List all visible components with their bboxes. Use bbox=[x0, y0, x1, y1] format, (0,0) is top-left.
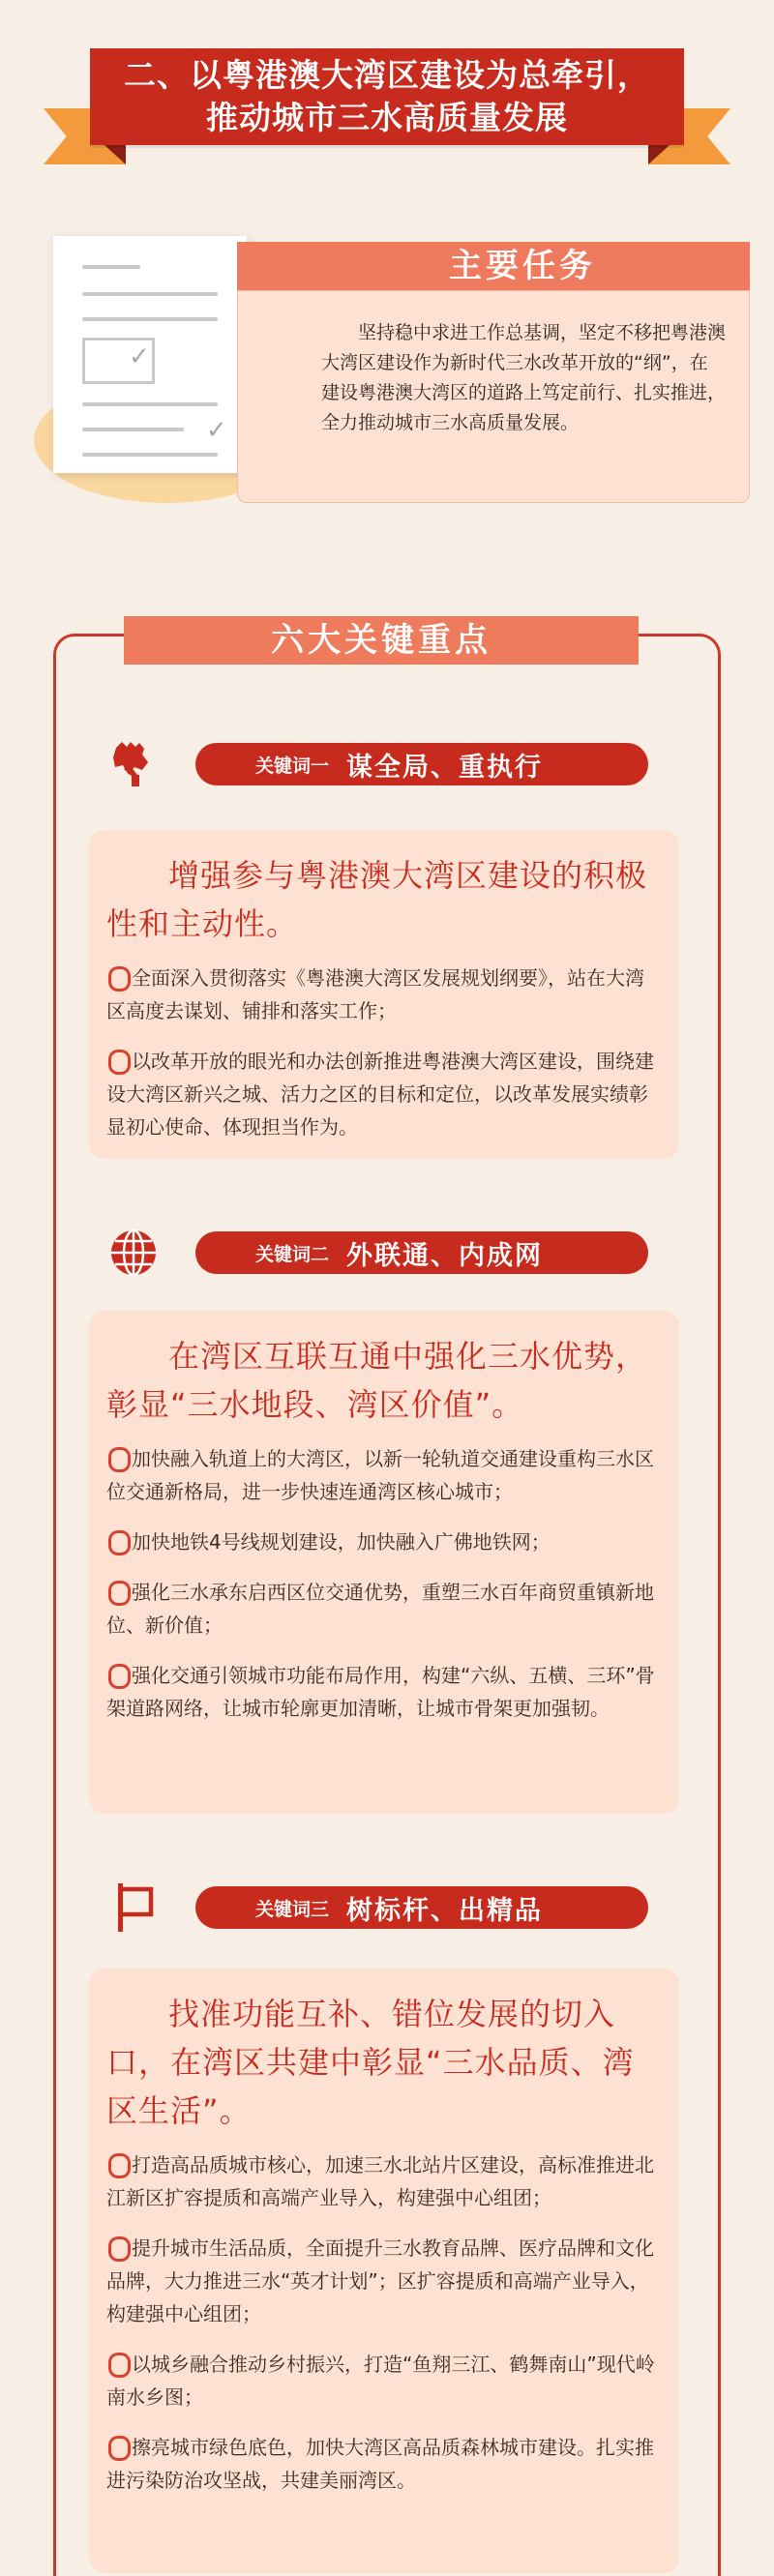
check-icon: ✓ bbox=[129, 342, 150, 371]
bullet-icon bbox=[106, 2352, 132, 2373]
keyword-pill-3 bbox=[195, 1886, 648, 1929]
page-title-line-1: 二、以粤港澳大湾区建设为总牵引， bbox=[124, 56, 650, 94]
keyword-lead: 找准功能互补、错位发展的切入口，在湾区共建中彰显“三水品质、湾区生活”。 bbox=[106, 1996, 635, 2129]
keyword-pill-1 bbox=[195, 743, 648, 785]
keyword-lead: 增强参与粤港澳大湾区建设的积极性和主动性。 bbox=[106, 857, 648, 942]
title-banner bbox=[0, 48, 774, 184]
keyword-tag: 关键词三 bbox=[255, 1898, 330, 1920]
keyword-text: 外联通、内成网 bbox=[346, 1240, 544, 1271]
main-task-body: 坚持稳中求进工作总基调，坚定不移把粤港澳大湾区建设作为新时代三水改革开放的“纲”，在建设粤港澳大湾区的道路上笃定前行、扎实推进，全力推动城市三水高质量发展。 bbox=[237, 290, 750, 503]
globe-icon bbox=[106, 1229, 161, 1277]
keyword-text: 树标杆、出精品 bbox=[346, 1895, 544, 1926]
six-points-title: 六大关键重点 bbox=[124, 616, 639, 665]
bullet-icon bbox=[106, 965, 132, 987]
keyword-row-2 bbox=[106, 1229, 648, 1277]
keyword-tag: 关键词一 bbox=[255, 755, 330, 777]
bullet-icon bbox=[106, 1529, 132, 1551]
bullet-icon bbox=[106, 2152, 132, 2174]
keyword-card-2 bbox=[89, 1311, 679, 1814]
checklist-document-icon bbox=[53, 236, 247, 473]
check-icon: ✓ bbox=[206, 416, 227, 445]
keyword-row-3 bbox=[106, 1883, 648, 1932]
list-item: 以改革开放的眼光和办法创新推进粤港澳大湾区建设，围绕建设大湾区新兴之城、活力之区的目标和定位，以改革发展实绩彰显初心使命、体现担当作为。 bbox=[106, 1050, 654, 1139]
list-item: 强化交通引领城市功能布局作用，构建“六纵、五横、三环”骨架道路网络，让城市轮廓更加清晰，让城市骨架更加强韧。 bbox=[106, 1664, 655, 1720]
list-item: 提升城市生活品质，全面提升三水教育品牌、医疗品牌和文化品牌，大力推进三水“英才计划”；区扩容提质和高端产业导入，构建强中心组团； bbox=[106, 2236, 654, 2325]
bullet-icon bbox=[106, 1663, 132, 1684]
bullet-icon bbox=[106, 1446, 132, 1467]
list-item: 加快融入轨道上的大湾区，以新一轮轨道交通建设重构三水区位交通新格局，进一步快速连通湾区核心城市； bbox=[106, 1447, 654, 1503]
list-item: 强化三水承东启西区位交通优势，重塑三水百年商贸重镇新地位、新价值； bbox=[106, 1581, 654, 1637]
bullet-icon bbox=[106, 1580, 132, 1601]
main-task-section bbox=[0, 222, 774, 532]
raised-fist-icon bbox=[106, 740, 161, 788]
page-title bbox=[90, 48, 684, 145]
keyword-card-3 bbox=[89, 1969, 679, 2573]
list-item: 全面深入贯彻落实《粤港澳大湾区发展规划纲要》，站在大湾区高度去谋划、铺排和落实工作； bbox=[106, 966, 644, 1022]
keyword-text: 谋全局、重执行 bbox=[346, 752, 544, 783]
keyword-tag: 关键词二 bbox=[255, 1243, 330, 1265]
keyword-card-1 bbox=[89, 830, 679, 1159]
list-item: 打造高品质城市核心，加速三水北站片区建设，高标准推进北江新区扩容提质和高端产业导入，构建强中心组团； bbox=[106, 2153, 654, 2209]
keyword-lead: 在湾区互联互通中强化三水优势，彰显“三水地段、湾区价值”。 bbox=[106, 1338, 648, 1423]
list-item: 以城乡融合推动乡村振兴，打造“鱼翔三江、鹤舞南山”现代岭南水乡图； bbox=[106, 2353, 655, 2409]
list-item: 擦亮城市绿色底色，加快大湾区高品质森林城市建设。扎实推进污染防治攻坚战，共建美丽湾区。 bbox=[106, 2436, 654, 2492]
list-item: 加快地铁4号线规划建设，加快融入广佛地铁网； bbox=[106, 1525, 662, 1558]
keyword-row-1 bbox=[106, 740, 648, 788]
page-title-line-2: 推动城市三水高质量发展 bbox=[206, 99, 568, 136]
bullet-icon bbox=[106, 1049, 132, 1070]
bullet-icon bbox=[106, 2435, 132, 2456]
bullet-icon bbox=[106, 2235, 132, 2257]
flag-icon bbox=[106, 1883, 161, 1932]
main-task-title: 主要任务 bbox=[237, 242, 750, 290]
keyword-pill-2 bbox=[195, 1231, 648, 1274]
